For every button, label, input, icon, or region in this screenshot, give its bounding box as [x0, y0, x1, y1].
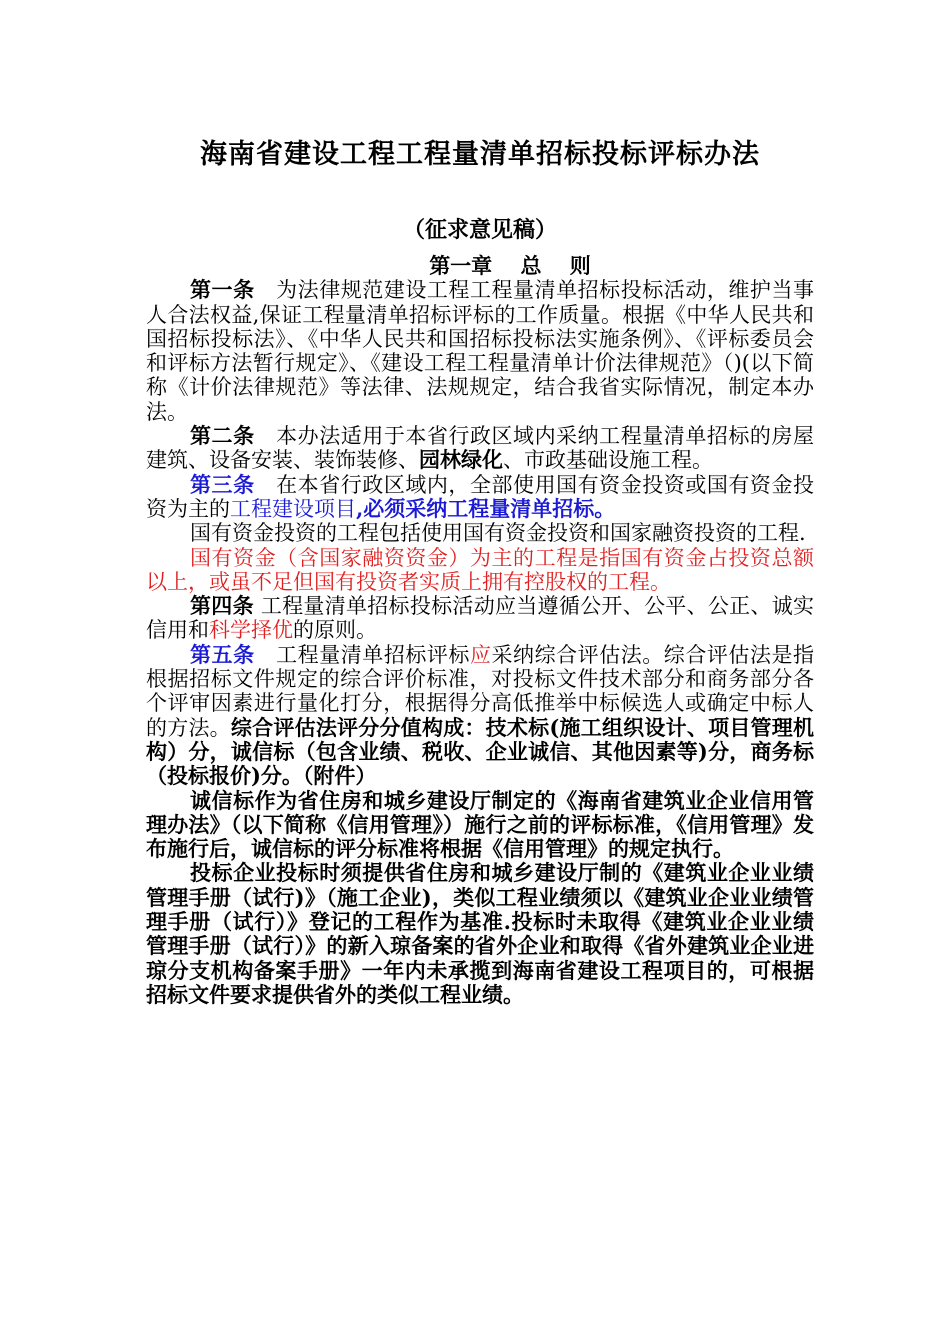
article-3-para-3: 国有资金（含国家融资资金）为主的工程是指国有资金占投资总额以上，或虽不足但国有投资者实质上拥有控股权的工程。: [146, 545, 814, 594]
article-4-label: 第四条: [190, 593, 254, 619]
article-4-text-a: 工程量清单招标投标活动应当遵循公开、公平、公正、诚实信用和: [146, 594, 815, 643]
article-5-label: 第五条: [190, 641, 255, 667]
article-5-text-red: 应: [469, 642, 492, 667]
article-2-text-a: 本办法适用于本省行政区域内采纳工程量清单招标的房屋建筑、设备安装、装饰装修、: [146, 424, 814, 473]
article-3-para-2: 国有资金投资的工程包括使用国有资金投资和国家融资投资的工程.: [190, 521, 806, 546]
article-3: [146, 473, 814, 522]
article-3-text-blue-bold: ,必须采纳工程量清单招标。: [356, 495, 616, 521]
document-body: [146, 254, 814, 1007]
article-3-text-a: 在本省行政区域内，全部使用国有资金投资或国有资金投资为主的: [146, 472, 814, 521]
article-1: [146, 278, 814, 424]
article-2-label: 第二条: [190, 423, 255, 449]
article-3-label: 第三条: [190, 471, 255, 497]
article-5-text-bold: 综合评估法评分分值构成：技术标(施工组织设计、项目管理机构）分，诚信标（包含业绩、税收、企业诚信、其他因素等)分，商务标（投标报价)分。（附件）: [146, 714, 815, 789]
article-4: [146, 594, 814, 643]
article-5-para-3: 投标企业投标时须提供省住房和城乡建设厅制的《建筑业企业业绩管理手册（试行)》（施工企业)，类似工程业绩须以《建筑业企业业绩管理手册（试行）》登记的工程作为基准.投标时未取得《建筑业企业业绩管理手册（试行）》的新入琼备案的省外企业和取得《省外建筑业企业进琼分支机构备案手册》一年内未承揽到海南省建设工程项目的，可根据招标文件要求提供省外的类似工程业绩。: [146, 860, 814, 1007]
article-5-text-a: 工程量清单招标评标: [254, 642, 470, 667]
article-4-text-b: 的原则。: [293, 618, 377, 643]
article-2-text-bold: 园林绿化: [419, 447, 503, 473]
document-title: 海南省建设工程工程量清单招标投标评标办法: [200, 139, 760, 170]
article-5-text-b: 采纳综合评估法。综合评估法是指根据招标文件规定的综合评价标准，对投标文件技术部分和商务部分各个评审因素进行量化打分，根据得分高低推举中标候选人或确定中标人的方法。: [146, 642, 815, 740]
article-5-para-2: 诚信标作为省住房和城乡建设厅制定的《海南省建筑业企业信用管理办法》（以下简称《信用管理》）施行之前的评标标准，《信用管理》发布施行后，诚信标的评分标准将根据《信用管理》的规定执行。: [146, 787, 814, 862]
article-1-label: 第一条: [190, 277, 255, 303]
article-2: [146, 424, 814, 473]
article-4-text-red: 科学择优: [209, 618, 293, 643]
article-5: [146, 643, 814, 789]
article-2-text-b: 、市政基础设施工程。: [503, 448, 713, 473]
document-subtitle: （征求意见稿）: [402, 217, 557, 243]
article-1-text: 为法律规范建设工程工程量清单招标投标活动，维护当事人合法权益,保证工程量清单招标评标的工作质量。根据《中华人民共和国招标投标法》、《中华人民共和国招标投标法实施条例》、《评标委员会和评标方法暂行规定》、《建设工程工程量清单计价法律规范》（)(以下简称《计价法律规范》等法律、法规规定，结合我省实际情况，制定本办法。: [146, 278, 814, 424]
article-3-text-blue: 工程建设项目: [230, 496, 356, 521]
chapter-heading: 第一章 总 则: [429, 253, 591, 278]
